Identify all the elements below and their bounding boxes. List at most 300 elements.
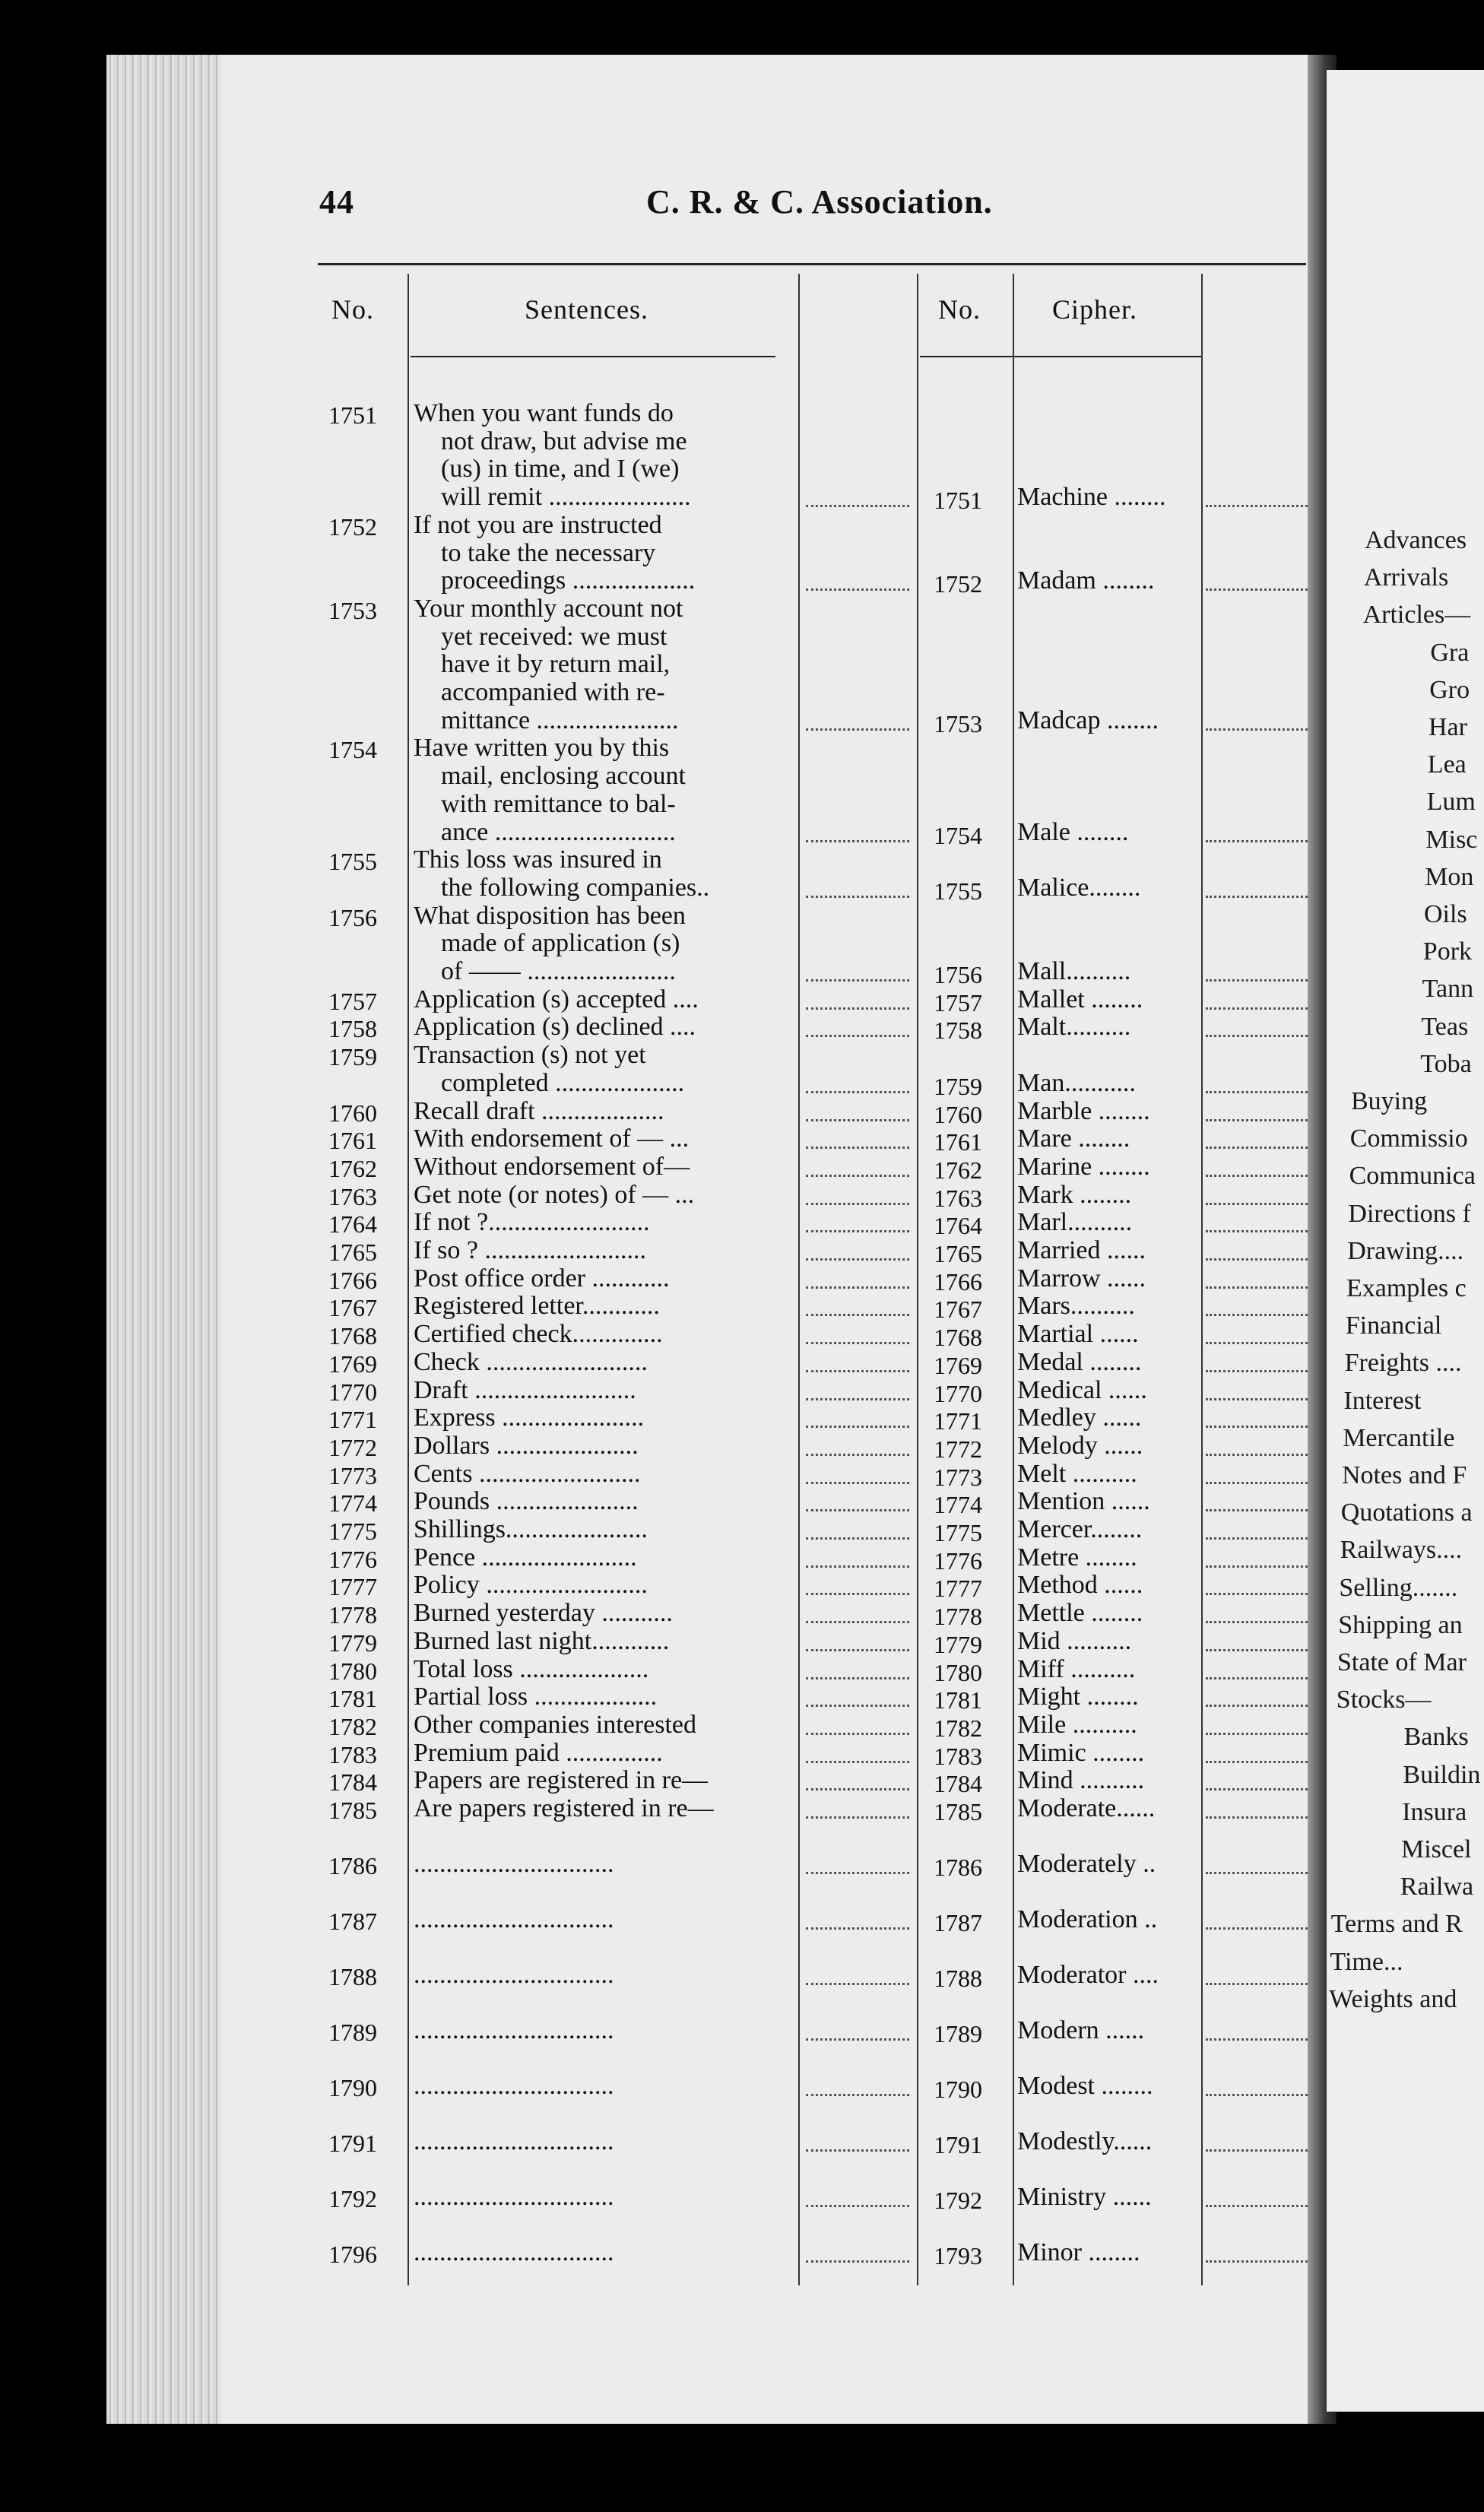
leader-dots [806,2205,909,2207]
leader-dots [806,2149,909,2152]
row-number: 1792 [328,2184,377,2212]
row-number: 1786 [328,1851,377,1879]
leader-dots [1206,1007,1308,1010]
index-entry: Shipping an [1338,1610,1463,1639]
leader-dots [1206,1454,1308,1456]
index-entry: Lum [1426,788,1476,817]
sentence-line: mittance ...................... [441,706,679,734]
row-number: 1778 [328,1601,377,1629]
cipher-number: 1752 [934,570,982,598]
leader-dots [806,840,909,842]
index-entry: Buildin [1403,1760,1481,1789]
leader-dots [806,1314,909,1316]
index-entry: Misc [1425,825,1478,854]
row-number: 1775 [328,1518,377,1545]
cipher-word: Mile .......... [1017,1711,1137,1739]
leader-dots [1206,1733,1308,1735]
leader-dots [1206,1342,1308,1344]
leader-dots [1206,1175,1308,1177]
leader-dots [806,1091,909,1093]
sentence-line: mail, enclosing account [441,763,686,791]
row-number: 1785 [328,1797,377,1824]
row-number: 1791 [328,2129,377,2157]
leader-dots [1206,1509,1308,1511]
cipher-number: 1760 [934,1100,982,1128]
cipher-number: 1763 [934,1184,982,1212]
leader-dots [806,1509,909,1511]
sentence-line: with remittance to bal- [441,790,676,818]
index-entry: Lea [1427,750,1467,779]
column-divider-4 [1013,274,1014,2285]
leader-dots [806,1649,909,1651]
sentence-line: Premium paid ............... [414,1739,663,1767]
sentence-line: have it by return mail, [441,651,671,679]
index-entry: Oils [1424,900,1467,928]
cipher-number: 1755 [934,877,982,905]
leader-dots [1206,1258,1308,1261]
cipher-number: 1782 [934,1714,982,1742]
row-number: 1776 [328,1545,377,1573]
leader-dots [1206,1621,1308,1623]
cipher-number: 1784 [934,1770,982,1798]
cipher-word: Moderately .. [1017,1850,1156,1878]
index-entry: Railwa [1400,1873,1474,1901]
leader-dots [806,896,909,898]
cipher-word: Mid .......... [1017,1627,1132,1655]
cipher-word: Ministry ...... [1017,2183,1152,2211]
row-number: 1759 [328,1043,377,1071]
leader-dots [806,1175,909,1177]
row-number: 1751 [328,401,377,429]
index-entry: Interest [1343,1386,1422,1415]
leader-dots [1206,1091,1308,1093]
sentence-line: Dollars ...................... [414,1432,639,1460]
cipher-number: 1790 [934,2075,982,2103]
cipher-word: Mind .......... [1017,1767,1145,1795]
leader-dots [806,1927,909,1930]
row-number: 1761 [328,1127,377,1155]
cipher-number: 1766 [934,1267,982,1296]
sentence-line: Application (s) accepted .... [414,985,699,1013]
sentence-line: (us) in time, and I (we) [441,455,680,484]
leader-dots [806,1342,909,1344]
leader-dots [1206,1537,1308,1540]
leader-dots [1206,1314,1308,1316]
leader-dots [806,1454,909,1456]
cipher-word: Machine ........ [1017,484,1166,512]
leader-dots [806,1258,909,1261]
cipher-number: 1781 [934,1686,982,1714]
index-entry: Notes and F [1342,1461,1467,1489]
row-number: 1772 [328,1433,377,1461]
sentence-line: Cents ......................... [414,1460,641,1488]
leader-dots [1206,1035,1308,1037]
row-number: 1768 [328,1322,377,1350]
cipher-number: 1776 [934,1546,982,1575]
index-entry: Terms and R [1330,1910,1463,1939]
sentence-line: Partial loss ................... [414,1683,658,1711]
sentence-line: Papers are registered in re— [414,1767,709,1795]
leader-dots [1206,1398,1308,1400]
sentence-line: ............................... [414,2016,614,2044]
leader-dots [1206,1677,1308,1679]
page-edges [106,55,220,2424]
sentence-line: Shillings...................... [414,1516,648,1543]
sentence-line: If not ?......................... [414,1209,650,1237]
row-number: 1780 [328,1657,377,1685]
cipher-word: Marble ........ [1017,1097,1150,1125]
row-number: 1753 [328,596,377,624]
cipher-word: Mention ...... [1017,1488,1150,1516]
row-number: 1752 [328,512,377,541]
sentence-line: This loss was insured in [414,846,662,874]
column-divider-1 [407,274,409,2285]
cipher-number: 1791 [934,2130,982,2158]
cipher-number: 1771 [934,1407,982,1435]
leader-dots [806,1872,909,1874]
cipher-number: 1777 [934,1575,982,1603]
leader-dots [806,505,909,507]
leader-dots [1206,1286,1308,1289]
index-entry: Examples c [1346,1274,1467,1302]
header-rule [318,263,1306,265]
index-entry: Quotations a [1340,1499,1473,1527]
sentence-line: will remit ...................... [441,484,691,512]
cipher-number: 1793 [934,2241,982,2269]
row-number: 1760 [328,1099,377,1127]
cipher-word: Medal ........ [1017,1348,1142,1376]
leader-dots [1206,1370,1308,1372]
leader-dots [806,979,909,982]
leader-dots [806,1286,909,1289]
row-number: 1771 [328,1406,377,1434]
sentence-line: ............................... [414,2183,614,2211]
sentence-line: If so ? ......................... [414,1237,646,1264]
column-divider-5 [1201,274,1203,2285]
cipher-word: Marine ........ [1017,1153,1150,1181]
cipher-number: 1762 [934,1156,982,1184]
row-number: 1781 [328,1685,377,1713]
cipher-number: 1757 [934,988,982,1017]
sentence-line: When you want funds do [414,400,674,427]
index-entry: State of Mar [1337,1648,1467,1676]
index-entry: Mon [1425,862,1474,891]
leader-dots [1206,588,1308,591]
leader-dots [1206,1761,1308,1763]
leader-dots [806,1147,909,1149]
leader-dots [806,1230,909,1232]
leader-dots [1206,728,1308,731]
leader-dots [1206,2094,1308,2096]
cipher-word: Method ...... [1017,1572,1143,1600]
row-number: 1788 [328,1962,377,1990]
index-entry: Banks [1403,1723,1469,1752]
cipher-number: 1780 [934,1658,982,1686]
row-number: 1783 [328,1740,377,1768]
leader-dots [806,588,909,591]
sentence-line: made of application (s) [441,930,680,958]
leader-dots [1206,1872,1308,1874]
subheader-rule-2 [920,356,1201,357]
leader-dots [1206,1705,1308,1707]
leader-dots [1206,2149,1308,2152]
cipher-word: Moderation .. [1017,1905,1158,1933]
cipher-number: 1753 [934,709,982,737]
leader-dots [806,1761,909,1763]
row-number: 1782 [328,1712,377,1740]
leader-dots [806,1705,909,1707]
row-number: 1763 [328,1182,377,1210]
cipher-number: 1772 [934,1435,982,1463]
leader-dots [806,2038,909,2041]
sentence-line: Burned yesterday ........... [414,1600,673,1628]
cipher-word: Melody ...... [1017,1432,1143,1460]
leader-dots [1206,1983,1308,1985]
leader-dots [806,728,909,731]
row-number: 1779 [328,1629,377,1657]
cipher-number: 1769 [934,1351,982,1379]
sentence-line: yet received: we must [441,623,667,651]
index-entry: Freights .... [1344,1349,1462,1378]
row-number: 1769 [328,1350,377,1378]
index-entry: Arrivals [1363,563,1449,592]
cipher-word: Mars.......... [1017,1292,1135,1321]
leader-dots [1206,2205,1308,2207]
sentence-line: ance ............................ [441,818,676,846]
leader-dots [1206,505,1308,507]
index-entry: Selling....... [1339,1573,1458,1602]
sentence-line: If not you are instructed [414,511,662,539]
leader-dots [1206,1482,1308,1484]
page-title: C. R. & C. Association. [646,183,993,220]
row-number: 1767 [328,1294,377,1322]
index-entry: Directions f [1348,1199,1471,1228]
cipher-word: Mark ........ [1017,1181,1132,1209]
leader-dots [1206,979,1308,982]
row-number: 1796 [328,2240,377,2268]
sentence-line: Check ......................... [414,1348,648,1376]
cipher-word: Moderator .... [1017,1961,1159,1989]
cipher-word: Might ........ [1017,1683,1139,1711]
leader-dots [806,1482,909,1484]
cipher-word: Mimic ........ [1017,1739,1145,1767]
sentence-line: Your monthly account not [414,595,683,623]
cipher-word: Mare ........ [1017,1125,1130,1153]
cipher-number: 1785 [934,1798,982,1825]
row-number: 1762 [328,1154,377,1182]
sentence-line: Application (s) declined .... [414,1013,696,1042]
leader-dots [1206,1147,1308,1149]
cipher-number: 1775 [934,1519,982,1546]
row-number: 1773 [328,1461,377,1489]
leader-dots [806,1565,909,1568]
cipher-word: Married ...... [1017,1237,1146,1264]
index-entry: Time... [1330,1947,1403,1976]
leader-dots [806,1007,909,1010]
sentence-line: Pounds ...................... [414,1488,639,1516]
sentence-line: Are papers registered in re— [414,1795,714,1822]
sentence-line: Total loss .................... [414,1655,649,1683]
row-number: 1754 [328,736,377,764]
leader-dots [806,2260,909,2263]
index-entry: Tann [1422,975,1474,1004]
index-entry: Toba [1420,1049,1472,1078]
index-entry: Gra [1430,638,1470,667]
leader-dots [806,2094,909,2096]
cipher-word: Male ........ [1017,818,1129,846]
column-header-no-right: No. [938,294,981,325]
row-number: 1758 [328,1015,377,1043]
sentence-line: not draw, but advise me [441,427,687,455]
sentence-line: Recall draft ................... [414,1097,664,1125]
cipher-word: Mettle ........ [1017,1600,1143,1628]
subheader-rule-1 [411,356,775,357]
sentence-line: What disposition has been [414,902,686,930]
cipher-number: 1779 [934,1630,982,1658]
cipher-word: Marl.......... [1017,1209,1133,1237]
cipher-number: 1786 [934,1853,982,1881]
leader-dots [1206,1816,1308,1819]
cipher-word: Metre ........ [1017,1543,1137,1572]
cipher-number: 1765 [934,1240,982,1267]
cipher-number: 1768 [934,1324,982,1352]
sentence-line: Burned last night............ [414,1627,670,1655]
row-number: 1789 [328,2018,377,2046]
leader-dots [1206,1593,1308,1595]
cipher-number: 1778 [934,1603,982,1631]
leader-dots [806,1788,909,1790]
cipher-word: Mercer........ [1017,1516,1143,1543]
right-page [1327,70,1484,2412]
index-entry: Drawing.... [1347,1236,1464,1265]
leader-dots [806,1677,909,1679]
row-number: 1777 [328,1573,377,1601]
leader-dots [1206,1788,1308,1790]
leader-dots [1206,1203,1308,1205]
cipher-number: 1770 [934,1379,982,1407]
cipher-word: Medley ...... [1017,1404,1142,1432]
index-entry: Advances [1365,526,1467,554]
cipher-number: 1774 [934,1491,982,1519]
sentence-line: completed .................... [441,1069,685,1097]
sentence-line: Other companies interested [414,1711,696,1739]
sentence-line: Post office order ............ [414,1264,670,1292]
sentence-line: the following companies.. [441,874,710,902]
leader-dots [1206,1119,1308,1121]
cipher-number: 1759 [934,1072,982,1100]
cipher-number: 1756 [934,961,982,988]
column-header-sentences: Sentences. [525,294,648,325]
cipher-word: Minor ........ [1017,2238,1140,2266]
sentence-line: ............................... [414,1961,614,1989]
leader-dots [806,1370,909,1372]
cipher-number: 1764 [934,1212,982,1240]
cipher-number: 1789 [934,2019,982,2047]
cipher-word: Martial ...... [1017,1321,1139,1349]
index-entry: Pork [1422,937,1473,966]
index-entry: Miscel [1401,1835,1472,1863]
cipher-number: 1788 [934,1964,982,1992]
cipher-word: Madam ........ [1017,567,1155,595]
sentence-line: accompanied with re- [441,679,665,706]
cipher-word: Madcap ........ [1017,706,1159,734]
sentence-line: of —— ....................... [441,958,676,985]
index-entry: Har [1429,713,1467,741]
cipher-word: Medical ...... [1017,1376,1147,1404]
cipher-number: 1773 [934,1463,982,1491]
leader-dots [1206,1927,1308,1930]
index-entry: Stocks— [1336,1686,1432,1714]
leader-dots [1206,2038,1308,2041]
cipher-word: Melt .......... [1017,1460,1137,1488]
sentence-line: Have written you by this [414,734,670,763]
sentence-line: Get note (or notes) of — ... [414,1181,695,1209]
page-number: 44 [319,183,354,220]
leader-dots [806,1203,909,1205]
sentence-line: ............................... [414,2127,614,2155]
sentence-line: Without endorsement of— [414,1153,690,1181]
cipher-number: 1783 [934,1742,982,1770]
row-number: 1764 [328,1210,377,1239]
leader-dots [806,1816,909,1819]
leader-dots [806,1983,909,1985]
cipher-word: Malt.......... [1017,1013,1131,1042]
cipher-number: 1792 [934,2186,982,2214]
sentence-line: ............................... [414,1905,614,1933]
cipher-number: 1758 [934,1017,982,1045]
sentence-line: ............................... [414,2238,614,2266]
sentence-line: Pence ........................ [414,1543,637,1572]
index-entry: Gro [1429,675,1470,704]
cipher-word: Malice........ [1017,874,1141,902]
leader-dots [1206,2260,1308,2263]
row-number: 1784 [328,1768,377,1797]
cipher-number: 1761 [934,1128,982,1156]
index-entry: Teas [1421,1012,1469,1041]
cipher-number: 1754 [934,821,982,849]
index-entry: Railways.... [1340,1536,1463,1565]
index-entry: Buying [1351,1087,1428,1115]
sentence-line: Express ...................... [414,1404,645,1432]
index-entry: Articles— [1362,601,1471,630]
leader-dots [1206,1565,1308,1568]
row-number: 1787 [328,1907,377,1935]
sentence-line: ............................... [414,2072,614,2100]
row-number: 1766 [328,1266,377,1294]
cipher-word: Miff .......... [1017,1655,1136,1683]
leader-dots [806,1119,909,1121]
cipher-word: Modern ...... [1017,2016,1145,2044]
row-number: 1756 [328,903,377,931]
cipher-word: Modestly...... [1017,2127,1153,2155]
leader-dots [806,1426,909,1428]
column-header-cipher: Cipher. [1052,294,1137,325]
sentence-line: Registered letter............ [414,1292,660,1321]
leader-dots [806,1621,909,1623]
leader-dots [1206,896,1308,898]
sentence-line: Draft ......................... [414,1376,636,1404]
index-entry: Commissio [1349,1124,1468,1153]
cipher-word: Mall.......... [1017,958,1131,985]
index-entry: Financial [1345,1312,1442,1340]
row-number: 1757 [328,987,377,1015]
cipher-number: 1787 [934,1908,982,1936]
leader-dots [1206,840,1308,842]
sentence-line: proceedings ................... [441,567,696,595]
row-number: 1790 [328,2073,377,2101]
row-number: 1770 [328,1378,377,1406]
cipher-word: Marrow ...... [1017,1264,1146,1292]
